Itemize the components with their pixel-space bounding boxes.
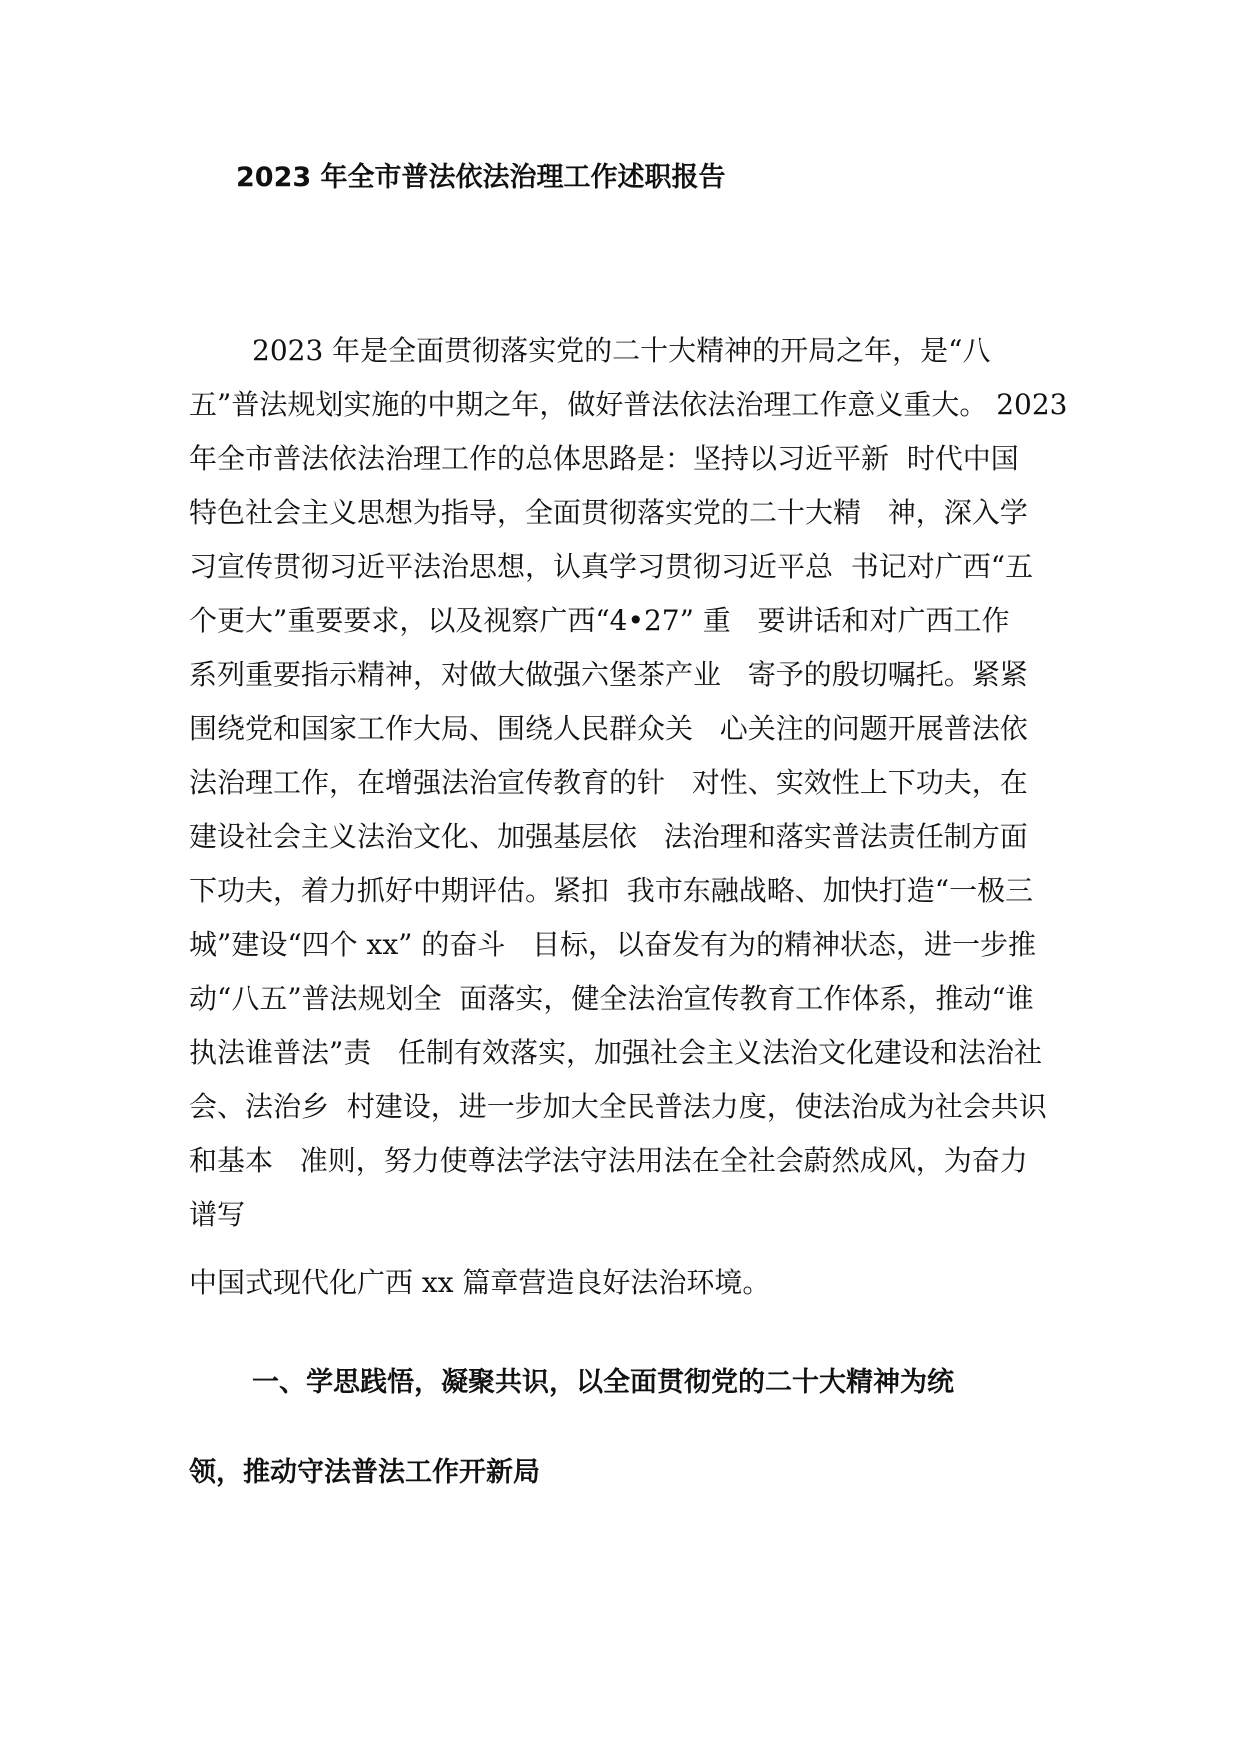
section-heading-continuation: 领，推动守法普法工作开新局 [189,1457,540,1488]
paragraph-line: 个更大”重要要求，以及视察广西“4•27” 重 要讲话和对广西工作 [189,604,1010,637]
paragraph-line: 城”建设“四个 xx” 的奋斗 目标，以奋发有为的精神状态，进一步推 [189,928,1037,961]
paragraph-line: 五”普法规划实施的中期之年，做好普法依法治理工作意义重大。 2023 [189,388,1068,421]
section-heading: 一、学思践悟，凝聚共识，以全面贯彻党的二十大精神为统 [252,1367,954,1398]
paragraph-line: 围绕党和国家工作大局、围绕人民群众关 心关注的问题开展普法依 [189,712,1028,745]
paragraph-line: 系列重要指示精神，对做大做强六堡茶产业 寄予的殷切嘱托。紧紧 [189,658,1028,691]
paragraph-line: 会、法治乡 村建设，进一步加大全民普法力度，使法治成为社会共识 [189,1090,1047,1123]
paragraph-line: 动“八五”普法规划全 面落实，健全法治宣传教育工作体系，推动“谁 [189,982,1034,1015]
paragraph-tail-line: 中国式现代化广西 xx 篇章营造良好法治环境。 [189,1266,771,1299]
paragraph-line: 下功夫，着力抓好中期评估。紧扣 我市东融战略、加快打造“一极三 [189,874,1034,907]
paragraph-line: 建设社会主义法治文化、加强基层依 法治理和落实普法责任制方面 [189,820,1028,853]
paragraph-line: 谱写 [189,1198,246,1231]
paragraph-line: 特色社会主义思想为指导，全面贯彻落实党的二十大精 神，深入学 [189,496,1028,529]
paragraph-line: 执法谁普法”责 任制有效落实，加强社会主义法治文化建设和法治社 [189,1036,1043,1069]
paragraph-line: 和基本 准则，努力使尊法学法守法用法在全社会蔚然成风，为奋力 [189,1144,1028,1177]
paragraph-line: 2023 年是全面贯彻落实党的二十大精神的开局之年，是“八 [252,334,991,367]
paragraph-line: 年全市普法依法治理工作的总体思路是：坚持以习近平新 时代中国 [189,442,1019,475]
intro-paragraph [189,324,1069,1242]
document-title: 2023 年全市普法依法治理工作述职报告 [236,162,726,193]
paragraph-line: 习宣传贯彻习近平法治思想，认真学习贯彻习近平总 书记对广西“五 [189,550,1034,583]
paragraph-line: 法治理工作，在增强法治宣传教育的针 对性、实效性上下功夫，在 [189,766,1028,799]
